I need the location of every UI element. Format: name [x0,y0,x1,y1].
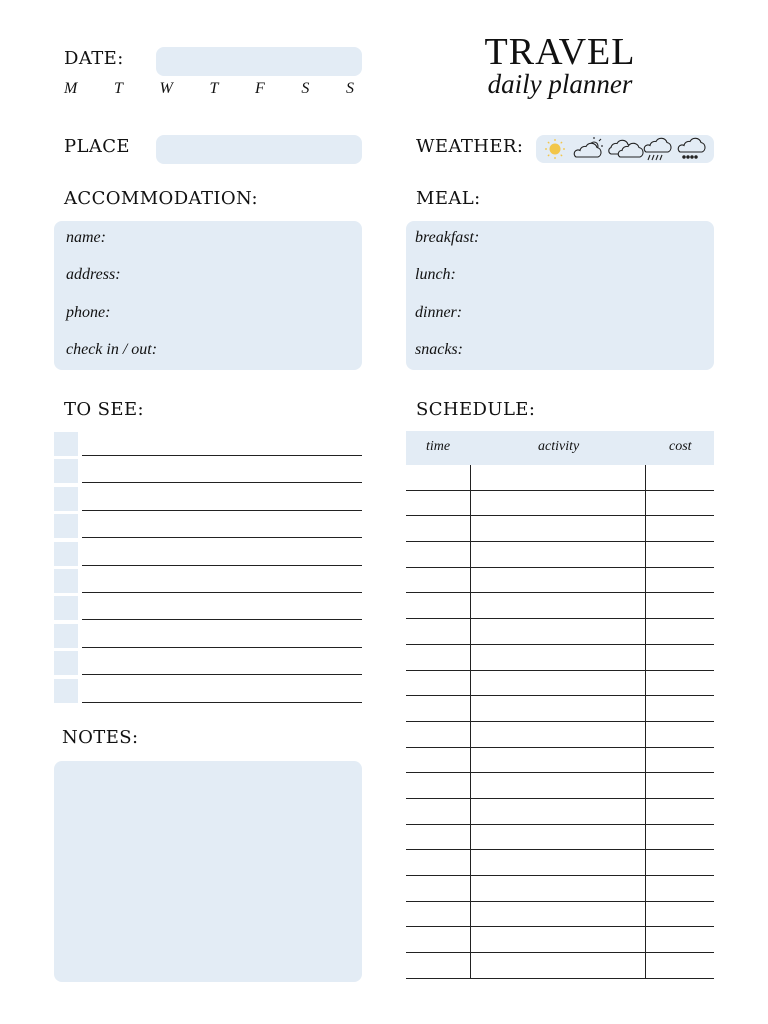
schedule-row[interactable] [406,722,714,748]
meal-lunch-label: lunch: [415,266,456,283]
accommodation-checkin-label: check in / out: [66,341,158,358]
schedule-row[interactable] [406,876,714,902]
to-see-line[interactable] [82,455,362,456]
accommodation-phone-label: phone: [66,304,111,321]
to-see-item[interactable] [54,651,362,675]
day-fri[interactable]: F [254,80,265,97]
page-subtitle: daily planner [487,69,633,99]
schedule-col-activity: activity [538,439,580,454]
schedule-row[interactable] [406,593,714,619]
meal-label: MEAL: [416,188,481,209]
accommodation-name-label: name: [66,229,106,246]
schedule-row[interactable] [406,568,714,594]
to-see-item[interactable] [54,459,362,483]
page-title: TRAVEL [484,31,636,73]
to-see-checkbox[interactable] [54,459,78,483]
schedule-divider-time [470,465,471,979]
to-see-checkbox[interactable] [54,651,78,675]
to-see-item[interactable] [54,569,362,593]
schedule-col-time: time [426,439,451,454]
to-see-item[interactable] [54,596,362,620]
meal-box[interactable] [406,221,714,370]
to-see-item[interactable] [54,432,362,456]
day-wed[interactable]: W [159,80,173,97]
to-see-line[interactable] [82,647,362,648]
to-see-line[interactable] [82,510,362,511]
partly-cloudy-icon[interactable] [574,137,603,157]
schedule-row[interactable] [406,850,714,876]
schedule-divider-cost [645,465,646,979]
schedule-row[interactable] [406,748,714,774]
day-thu[interactable]: T [209,80,219,97]
schedule-row[interactable] [406,671,714,697]
meal-dinner-label: dinner: [415,304,463,321]
to-see-item[interactable] [54,514,362,538]
date-field[interactable] [156,47,362,76]
schedule-row[interactable] [406,927,714,953]
to-see-line[interactable] [82,592,362,593]
day-sun[interactable]: S [346,80,354,97]
to-see-checkbox[interactable] [54,596,78,620]
schedule-rows [406,465,714,979]
accommodation-label: ACCOMMODATION: [64,188,259,209]
schedule-row[interactable] [406,799,714,825]
weekday-selector [64,80,354,98]
to-see-item[interactable] [54,624,362,648]
to-see-item[interactable] [54,542,362,566]
date-label: DATE: [64,48,124,69]
place-field[interactable] [156,135,362,164]
to-see-label: TO SEE: [64,399,144,420]
to-see-checkbox[interactable] [54,624,78,648]
schedule-row[interactable] [406,516,714,542]
place-label: PLACE [64,136,130,157]
sun-icon[interactable] [545,139,565,159]
meal-snacks-label: snacks: [415,341,463,358]
to-see-checkbox[interactable] [54,487,78,511]
snow-icon[interactable] [678,138,705,158]
schedule-row[interactable] [406,773,714,799]
schedule-label: SCHEDULE: [416,399,536,420]
schedule-row[interactable] [406,491,714,517]
to-see-checkbox[interactable] [54,432,78,456]
accommodation-box[interactable] [54,221,362,370]
to-see-line[interactable] [82,674,362,675]
schedule-row[interactable] [406,645,714,671]
meal-breakfast-label: breakfast: [415,229,480,246]
notes-box[interactable] [54,761,362,982]
day-sat[interactable]: S [301,80,310,97]
schedule-row[interactable] [406,696,714,722]
schedule-header [406,431,714,465]
day-mon[interactable]: M [64,80,78,97]
to-see-checkbox[interactable] [54,569,78,593]
to-see-checkbox[interactable] [54,679,78,703]
schedule-row[interactable] [406,953,714,979]
schedule-row[interactable] [406,825,714,851]
day-tue[interactable]: T [113,80,123,97]
to-see-line[interactable] [82,702,362,703]
schedule-row[interactable] [406,902,714,928]
to-see-checkbox[interactable] [54,542,78,566]
weather-selector [536,135,714,163]
accommodation-address-label: address: [66,266,121,283]
to-see-item[interactable] [54,679,362,703]
schedule-table [406,431,714,979]
rain-icon[interactable] [644,138,671,160]
schedule-row[interactable] [406,542,714,568]
schedule-row[interactable] [406,619,714,645]
cloudy-icon[interactable] [609,140,643,157]
schedule-row[interactable] [406,465,714,491]
to-see-checkbox[interactable] [54,514,78,538]
schedule-col-cost: cost [669,439,692,454]
to-see-line[interactable] [82,565,362,566]
to-see-line[interactable] [82,537,362,538]
notes-label: NOTES: [62,727,139,748]
to-see-line[interactable] [82,619,362,620]
weather-label: WEATHER: [416,136,524,157]
to-see-line[interactable] [82,482,362,483]
to-see-item[interactable] [54,487,362,511]
